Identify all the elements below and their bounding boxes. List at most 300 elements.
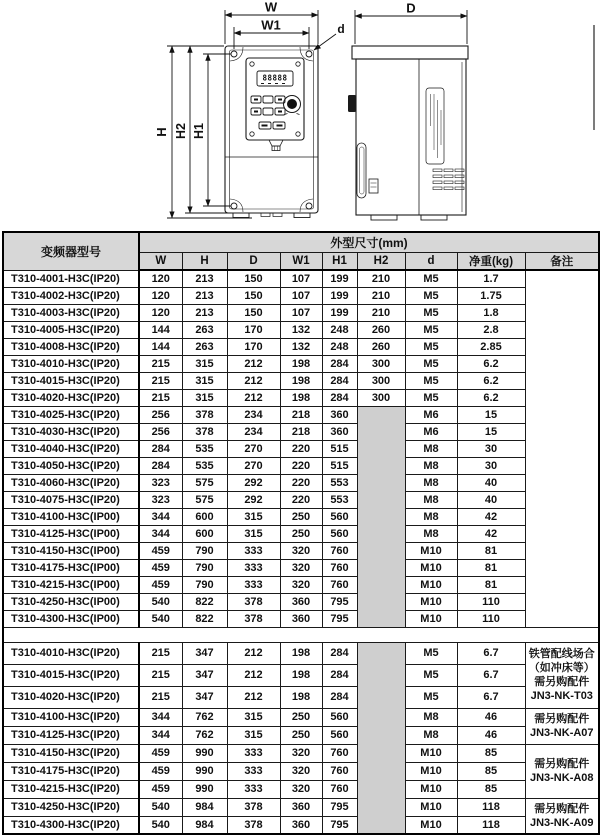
dim-label-w: W (264, 0, 278, 15)
weight-cell: 42 (457, 525, 525, 542)
dim-cell: 315 (182, 389, 227, 406)
remark-cell: 需另购配件 JN3-NK-A09 (525, 798, 599, 834)
dim-cell: 213 (182, 304, 227, 321)
table-row (3, 270, 599, 287)
screw-size-cell: M5 (405, 355, 457, 372)
model-cell: T310-4215-H3C(IP20) (3, 780, 139, 798)
screw-size-cell: M5 (405, 287, 457, 304)
dim-cell: 333 (227, 744, 280, 762)
table-row (3, 525, 599, 542)
dim-cell: 540 (139, 816, 182, 834)
screw-size-cell: M10 (405, 559, 457, 576)
table-row (3, 593, 599, 610)
weight-cell: 6.2 (457, 355, 525, 372)
dim-cell: 762 (182, 708, 227, 726)
table-row (3, 491, 599, 508)
dim-cell: 248 (322, 321, 357, 338)
dim-cell: 600 (182, 508, 227, 525)
dim-cell: 540 (139, 798, 182, 816)
table-row (3, 372, 599, 389)
weight-cell: 30 (457, 457, 525, 474)
dim-cell: 990 (182, 762, 227, 780)
dim-cell: 762 (182, 726, 227, 744)
dim-cell: 198 (280, 686, 322, 708)
header-col-weight: 净重(kg) (457, 253, 525, 271)
dim-cell: 344 (139, 708, 182, 726)
weight-cell: 6.2 (457, 372, 525, 389)
header-col-d: D (227, 253, 280, 271)
dim-cell: 212 (227, 664, 280, 686)
dim-cell: 333 (227, 762, 280, 780)
dim-cell: 250 (280, 525, 322, 542)
dim-cell: 320 (280, 780, 322, 798)
model-cell: T310-4005-H3C(IP20) (3, 321, 139, 338)
dim-cell: 560 (322, 726, 357, 744)
dim-cell: 250 (280, 508, 322, 525)
section-gap-row (3, 627, 599, 642)
weight-cell: 85 (457, 780, 525, 798)
model-cell: T310-4002-H3C(IP20) (3, 287, 139, 304)
potentiometer-knob (284, 96, 301, 115)
dim-cell: 260 (357, 338, 405, 355)
dim-cell: 212 (227, 389, 280, 406)
header-col-h: H (182, 253, 227, 271)
weight-cell: 118 (457, 798, 525, 816)
table-row (3, 798, 599, 816)
remark-cell (525, 270, 599, 627)
dim-cell: 198 (280, 355, 322, 372)
table-row (3, 542, 599, 559)
dim-cell: 215 (139, 642, 182, 664)
table-row (3, 726, 599, 744)
dim-cell: 220 (280, 440, 322, 457)
model-cell: T310-4008-H3C(IP20) (3, 338, 139, 355)
screw-size-cell: M10 (405, 593, 457, 610)
dim-cell: 284 (139, 457, 182, 474)
dim-cell: 347 (182, 686, 227, 708)
table-row (3, 686, 599, 708)
dim-cell: 360 (322, 423, 357, 440)
dimensions-table-body (3, 270, 599, 834)
model-cell: T310-4040-H3C(IP20) (3, 440, 139, 457)
dim-cell: 378 (227, 593, 280, 610)
front-view (225, 46, 318, 218)
dim-cell: 150 (227, 304, 280, 321)
header-model: 变频器型号 (3, 232, 139, 270)
dim-cell: 575 (182, 491, 227, 508)
dim-cell: 320 (280, 744, 322, 762)
dim-cell: 360 (280, 610, 322, 627)
dim-cell: 284 (322, 389, 357, 406)
table-row (3, 287, 599, 304)
dim-cell: 215 (139, 664, 182, 686)
screw-size-cell: M10 (405, 762, 457, 780)
dim-cell: 360 (280, 816, 322, 834)
dim-cell: 215 (139, 686, 182, 708)
table-row (3, 664, 599, 686)
model-cell: T310-4175-H3C(IP00) (3, 559, 139, 576)
table-row (3, 762, 599, 780)
dim-cell: 347 (182, 642, 227, 664)
table-row (3, 338, 599, 355)
dim-cell: 234 (227, 406, 280, 423)
dim-cell: 300 (357, 372, 405, 389)
dim-cell: 320 (280, 762, 322, 780)
model-cell: T310-4030-H3C(IP20) (3, 423, 139, 440)
dim-cell: 300 (357, 389, 405, 406)
dim-cell: 795 (322, 798, 357, 816)
model-cell: T310-4150-H3C(IP20) (3, 744, 139, 762)
dim-cell: 260 (357, 321, 405, 338)
dim-cell: 144 (139, 321, 182, 338)
dim-label-w1: W1 (261, 17, 281, 33)
dim-cell: 234 (227, 423, 280, 440)
table-row (3, 576, 599, 593)
dim-cell: 212 (227, 642, 280, 664)
header-col-h2: H2 (357, 253, 405, 271)
dim-cell: 315 (227, 726, 280, 744)
keypad-panel (246, 58, 304, 151)
weight-cell: 30 (457, 440, 525, 457)
dim-cell: 198 (280, 372, 322, 389)
dim-cell: 213 (182, 287, 227, 304)
dim-cell: 553 (322, 491, 357, 508)
table-row (3, 355, 599, 372)
dim-cell: 284 (322, 686, 357, 708)
screw-size-cell: M5 (405, 389, 457, 406)
dim-cell: 284 (322, 355, 357, 372)
dim-cell: 212 (227, 372, 280, 389)
header-outline-dims: 外型尺寸(mm) (139, 232, 599, 253)
header-col-w: W (139, 253, 182, 271)
dim-cell: 256 (139, 423, 182, 440)
weight-cell: 6.7 (457, 686, 525, 708)
table-row (3, 708, 599, 726)
dim-cell: 120 (139, 270, 182, 287)
dimensions-table (2, 231, 600, 835)
dim-cell: 212 (227, 686, 280, 708)
dim-cell: 378 (227, 798, 280, 816)
dim-cell: 315 (227, 525, 280, 542)
dim-cell: 220 (280, 457, 322, 474)
remark-cell: 铁管配线场合 （如冲床等） 需另购配件 JN3-NK-T03 (525, 642, 599, 708)
weight-cell: 6.7 (457, 642, 525, 664)
dim-cell: 150 (227, 287, 280, 304)
dim-cell: 760 (322, 576, 357, 593)
weight-cell: 1.75 (457, 287, 525, 304)
model-cell: T310-4150-H3C(IP00) (3, 542, 139, 559)
dim-cell: 459 (139, 542, 182, 559)
dim-cell: 284 (139, 440, 182, 457)
dim-cell: 315 (227, 708, 280, 726)
dim-cell: 535 (182, 457, 227, 474)
dim-cell: 270 (227, 457, 280, 474)
dim-cell: 199 (322, 287, 357, 304)
dim-cell: 215 (139, 355, 182, 372)
dim-cell: 107 (280, 287, 322, 304)
h2-empty-cell (357, 406, 405, 627)
screw-size-cell: M10 (405, 542, 457, 559)
table-row (3, 304, 599, 321)
dim-cell: 459 (139, 744, 182, 762)
dim-cell: 315 (182, 372, 227, 389)
dim-cell: 459 (139, 780, 182, 798)
dim-cell: 300 (357, 355, 405, 372)
dim-cell: 344 (139, 726, 182, 744)
dim-cell: 333 (227, 559, 280, 576)
weight-cell: 118 (457, 816, 525, 834)
screw-size-cell: M8 (405, 457, 457, 474)
dim-cell: 210 (357, 304, 405, 321)
screw-size-cell: M8 (405, 726, 457, 744)
screw-size-cell: M10 (405, 576, 457, 593)
side-view (348, 46, 468, 220)
dim-cell: 984 (182, 798, 227, 816)
dim-cell: 170 (227, 321, 280, 338)
dim-cell: 218 (280, 423, 322, 440)
dim-cell: 263 (182, 338, 227, 355)
dim-cell: 323 (139, 491, 182, 508)
dim-cell: 198 (280, 664, 322, 686)
weight-cell: 81 (457, 576, 525, 593)
table-row (3, 406, 599, 423)
dim-cell: 144 (139, 338, 182, 355)
dim-cell: 459 (139, 559, 182, 576)
dim-cell: 459 (139, 576, 182, 593)
dim-cell: 220 (280, 474, 322, 491)
table-row (3, 816, 599, 834)
dim-cell: 315 (227, 508, 280, 525)
model-cell: T310-4020-H3C(IP20) (3, 686, 139, 708)
model-cell: T310-4250-H3C(IP20) (3, 798, 139, 816)
model-cell: T310-4175-H3C(IP20) (3, 762, 139, 780)
screw-size-cell: M5 (405, 686, 457, 708)
display-digits: 88888 (262, 73, 288, 83)
dim-cell: 320 (280, 559, 322, 576)
model-cell: T310-4250-H3C(IP00) (3, 593, 139, 610)
model-cell: T310-4010-H3C(IP20) (3, 355, 139, 372)
weight-cell: 85 (457, 744, 525, 762)
dim-cell: 107 (280, 270, 322, 287)
screw-size-cell: M8 (405, 491, 457, 508)
model-cell: T310-4075-H3C(IP20) (3, 491, 139, 508)
screw-size-cell: M5 (405, 372, 457, 389)
dim-cell: 323 (139, 474, 182, 491)
dim-cell: 378 (227, 816, 280, 834)
dim-cell: 132 (280, 338, 322, 355)
weight-cell: 40 (457, 491, 525, 508)
dim-cell: 320 (280, 576, 322, 593)
h2-empty-cell (357, 642, 405, 834)
screw-size-cell: M5 (405, 642, 457, 664)
dim-cell: 198 (280, 389, 322, 406)
dim-cell: 199 (322, 270, 357, 287)
screw-size-cell: M8 (405, 525, 457, 542)
model-cell: T310-4020-H3C(IP20) (3, 389, 139, 406)
model-cell: T310-4215-H3C(IP00) (3, 576, 139, 593)
dim-cell: 760 (322, 559, 357, 576)
screw-size-cell: M10 (405, 816, 457, 834)
weight-cell: 46 (457, 708, 525, 726)
model-cell: T310-4125-H3C(IP20) (3, 726, 139, 744)
header-col-h1: H1 (322, 253, 357, 271)
model-cell: T310-4050-H3C(IP20) (3, 457, 139, 474)
dim-cell: 347 (182, 664, 227, 686)
dim-cell: 378 (227, 610, 280, 627)
dim-cell: 535 (182, 440, 227, 457)
screw-size-cell: M5 (405, 664, 457, 686)
dim-cell: 333 (227, 576, 280, 593)
model-cell: T310-4025-H3C(IP20) (3, 406, 139, 423)
model-cell: T310-4015-H3C(IP20) (3, 664, 139, 686)
dim-cell: 822 (182, 610, 227, 627)
weight-cell: 1.8 (457, 304, 525, 321)
dim-cell: 360 (322, 406, 357, 423)
dim-cell: 795 (322, 816, 357, 834)
dim-cell: 553 (322, 474, 357, 491)
model-cell: T310-4060-H3C(IP20) (3, 474, 139, 491)
weight-cell: 81 (457, 559, 525, 576)
dim-cell: 540 (139, 610, 182, 627)
dim-cell: 248 (322, 338, 357, 355)
table-row (3, 389, 599, 406)
weight-cell: 42 (457, 508, 525, 525)
dim-cell: 575 (182, 474, 227, 491)
screw-size-cell: M6 (405, 423, 457, 440)
dim-cell: 990 (182, 780, 227, 798)
weight-cell: 6.7 (457, 664, 525, 686)
dim-cell: 250 (280, 708, 322, 726)
keypad-buttons (251, 96, 285, 129)
dim-cell: 822 (182, 593, 227, 610)
dim-cell: 795 (322, 593, 357, 610)
table-row (3, 457, 599, 474)
header-col-remark: 备注 (525, 253, 599, 271)
dim-cell: 600 (182, 525, 227, 542)
dim-cell: 292 (227, 491, 280, 508)
weight-cell: 1.7 (457, 270, 525, 287)
dim-label-d: d (337, 22, 345, 36)
rating-label (426, 88, 444, 164)
weight-cell: 6.2 (457, 389, 525, 406)
dim-cell: 284 (322, 642, 357, 664)
dim-cell: 333 (227, 780, 280, 798)
model-cell: T310-4001-H3C(IP20) (3, 270, 139, 287)
remark-cell: 需另购配件 JN3-NK-A08 (525, 744, 599, 798)
dim-cell: 120 (139, 304, 182, 321)
dim-cell: 107 (280, 304, 322, 321)
weight-cell: 15 (457, 406, 525, 423)
table-row (3, 321, 599, 338)
dim-cell: 270 (227, 440, 280, 457)
dim-cell: 256 (139, 406, 182, 423)
dim-cell: 212 (227, 355, 280, 372)
dim-cell: 132 (280, 321, 322, 338)
table-row (3, 610, 599, 627)
table-row (3, 642, 599, 664)
screw-size-cell: M10 (405, 610, 457, 627)
screw-size-cell: M5 (405, 304, 457, 321)
dim-cell: 378 (182, 423, 227, 440)
dim-cell: 560 (322, 508, 357, 525)
dim-cell: 459 (139, 762, 182, 780)
dim-cell: 795 (322, 610, 357, 627)
dim-cell: 199 (322, 304, 357, 321)
model-cell: T310-4300-H3C(IP00) (3, 610, 139, 627)
weight-cell: 81 (457, 542, 525, 559)
dim-cell: 250 (280, 726, 322, 744)
model-cell: T310-4300-H3C(IP20) (3, 816, 139, 834)
dimension-drawing (0, 0, 600, 231)
weight-cell: 15 (457, 423, 525, 440)
dim-cell: 263 (182, 321, 227, 338)
dim-label-h2: H2 (174, 123, 188, 139)
dim-cell: 540 (139, 593, 182, 610)
table-header (3, 232, 599, 270)
weight-cell: 85 (457, 762, 525, 780)
header-col-w1: W1 (280, 253, 322, 271)
screw-size-cell: M10 (405, 744, 457, 762)
screw-size-cell: M5 (405, 270, 457, 287)
gap-cell (3, 627, 599, 642)
screw-size-cell: M8 (405, 708, 457, 726)
model-cell: T310-4003-H3C(IP20) (3, 304, 139, 321)
table-row (3, 440, 599, 457)
model-cell: T310-4015-H3C(IP20) (3, 372, 139, 389)
dim-cell: 333 (227, 542, 280, 559)
dim-cell: 760 (322, 780, 357, 798)
dim-cell: 320 (280, 542, 322, 559)
weight-cell: 110 (457, 610, 525, 627)
dim-cell: 515 (322, 457, 357, 474)
dim-cell: 344 (139, 508, 182, 525)
dim-cell: 215 (139, 372, 182, 389)
table-row (3, 474, 599, 491)
screw-size-cell: M5 (405, 338, 457, 355)
dim-cell: 210 (357, 270, 405, 287)
dim-cell: 790 (182, 576, 227, 593)
dim-cell: 215 (139, 389, 182, 406)
dim-cell: 560 (322, 708, 357, 726)
screw-size-cell: M10 (405, 798, 457, 816)
weight-cell: 2.85 (457, 338, 525, 355)
table-row (3, 559, 599, 576)
dim-cell: 344 (139, 525, 182, 542)
dim-cell: 360 (280, 593, 322, 610)
dim-label-h: H (154, 127, 169, 137)
dim-label-depth: D (406, 0, 416, 16)
table-row (3, 744, 599, 762)
dim-cell: 760 (322, 744, 357, 762)
dim-cell: 378 (182, 406, 227, 423)
table-row (3, 423, 599, 440)
screw-size-cell: M8 (405, 474, 457, 491)
dim-cell: 210 (357, 287, 405, 304)
dim-cell: 120 (139, 287, 182, 304)
remark-cell: 需另购配件 JN3-NK-A07 (525, 708, 599, 744)
header-col-dd: d (405, 253, 457, 271)
table-row (3, 780, 599, 798)
dim-cell: 315 (182, 355, 227, 372)
weight-cell: 40 (457, 474, 525, 491)
table-row (3, 508, 599, 525)
dim-cell: 284 (322, 664, 357, 686)
dim-cell: 218 (280, 406, 322, 423)
dim-cell: 560 (322, 525, 357, 542)
dim-label-h1: H1 (192, 123, 206, 139)
side-dimensions (355, 10, 594, 130)
dim-cell: 790 (182, 542, 227, 559)
